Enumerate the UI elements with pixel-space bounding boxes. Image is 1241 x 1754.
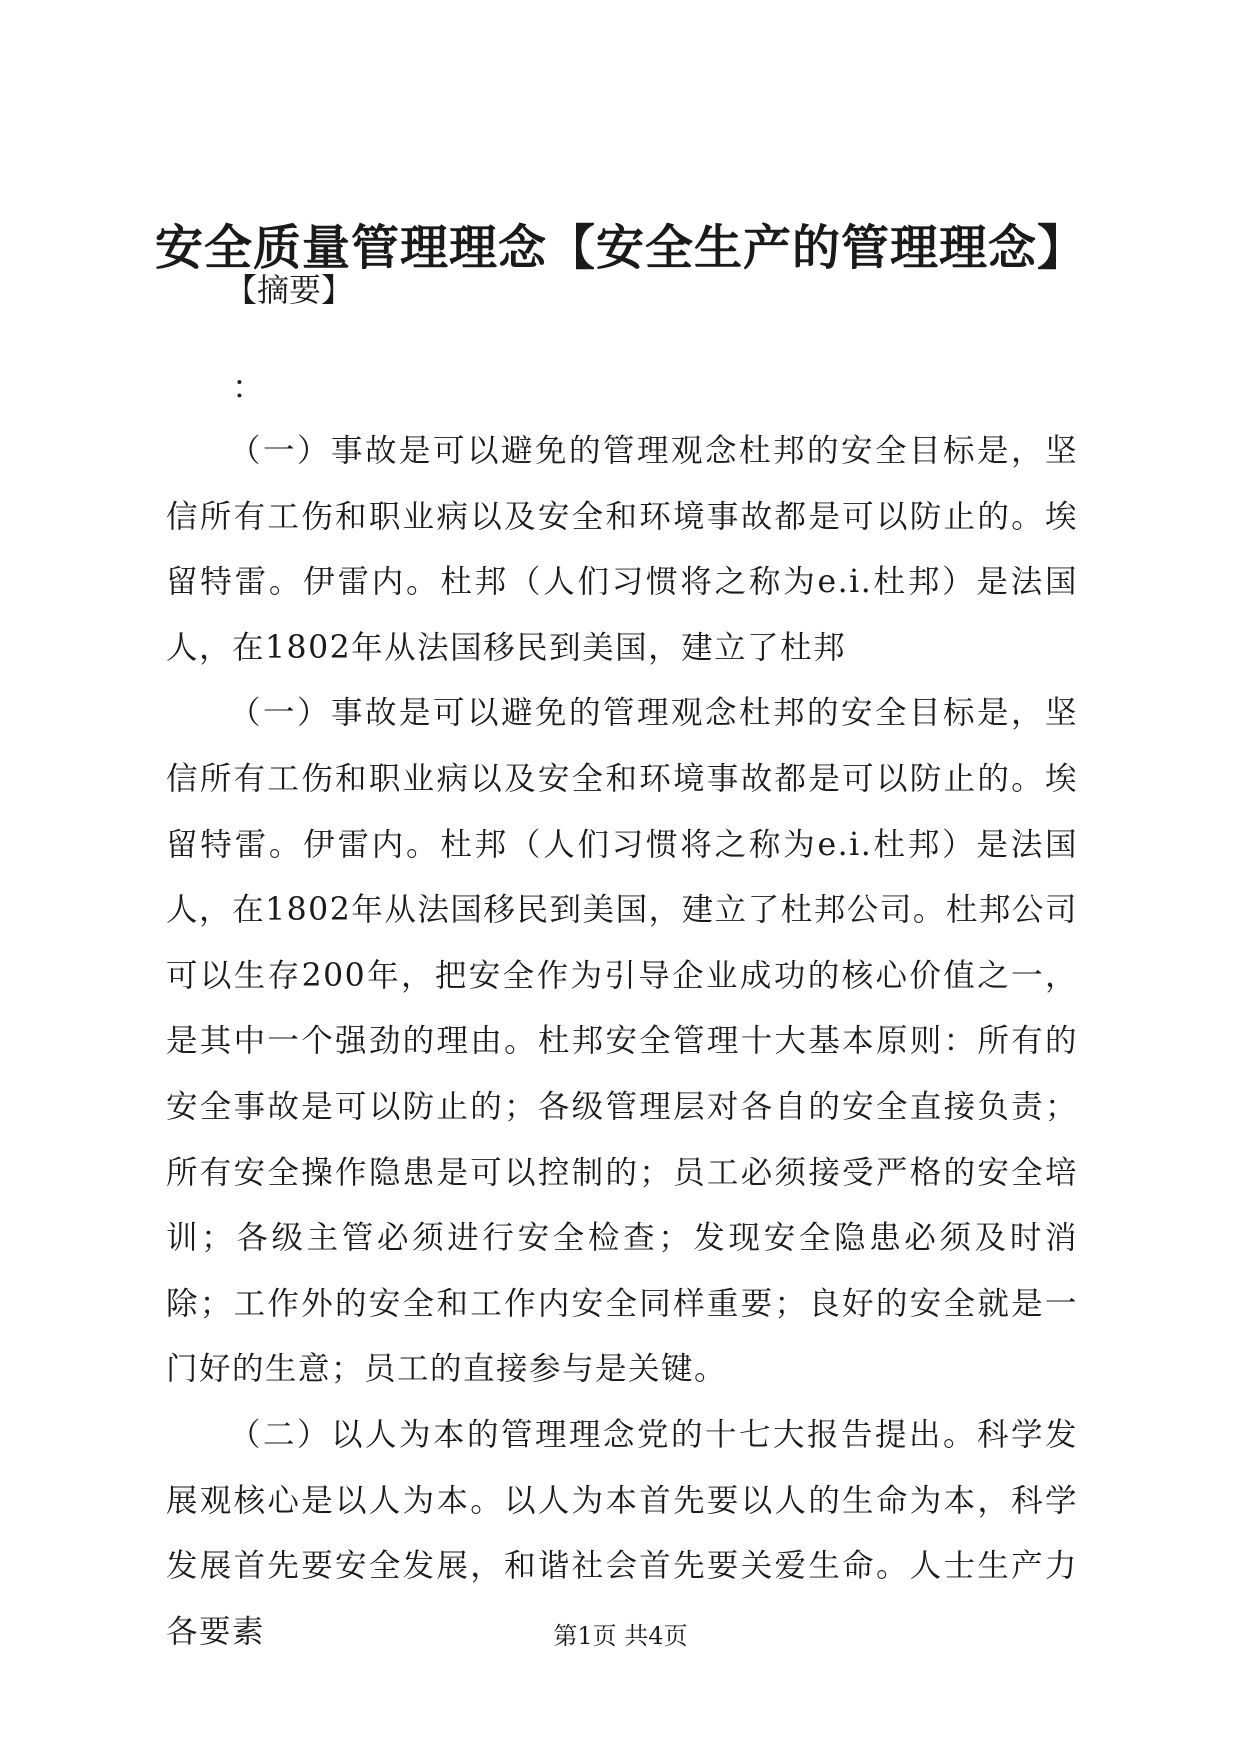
- page-footer: 第1页 共4页: [553, 1622, 688, 1650]
- document-body: [166, 419, 1078, 1665]
- colon-line: ：: [232, 368, 265, 406]
- paragraph: （一）事故是可以避免的管理观念杜邦的安全目标是，坚信所有工伤和职业病以及安全和环境事故都是可以防止的。埃留特雷。伊雷内。杜邦（人们习惯将之称为e.i.杜邦）是法国人，在1802年从法国移民到美国，建立了杜邦公司。杜邦公司可以生存200年，把安全作为引导企业成功的核心价值之一，是其中一个强劲的理由。杜邦安全管理十大基本原则：所有的安全事故是可以防止的；各级管理层对各自的安全直接负责；所有安全操作隐患是可以控制的；员工必须接受严格的安全培训；各级主管必须进行安全检查；发现安全隐患必须及时消除；工作外的安全和工作内安全同样重要；良好的安全就是一门好的生意；员工的直接参与是关键。: [166, 695, 1078, 1388]
- paragraph: （二）以人为本的管理理念党的十七大报告提出。科学发展观核心是以人为本。以人为本首先要以人的生命为本，科学发展首先要安全发展，和谐社会首先要关爱生命。人士生产力各要素: [166, 1416, 1078, 1650]
- paragraph: （一）事故是可以避免的管理观念杜邦的安全目标是，坚信所有工伤和职业病以及安全和环境事故都是可以防止的。埃留特雷。伊雷内。杜邦（人们习惯将之称为e.i.杜邦）是法国人，在1802年从法国移民到美国，建立了杜邦: [166, 433, 1078, 666]
- abstract-label: 【摘要】: [225, 271, 354, 309]
- document-title: 安全质量管理理念【安全生产的管理理念】: [154, 220, 1086, 276]
